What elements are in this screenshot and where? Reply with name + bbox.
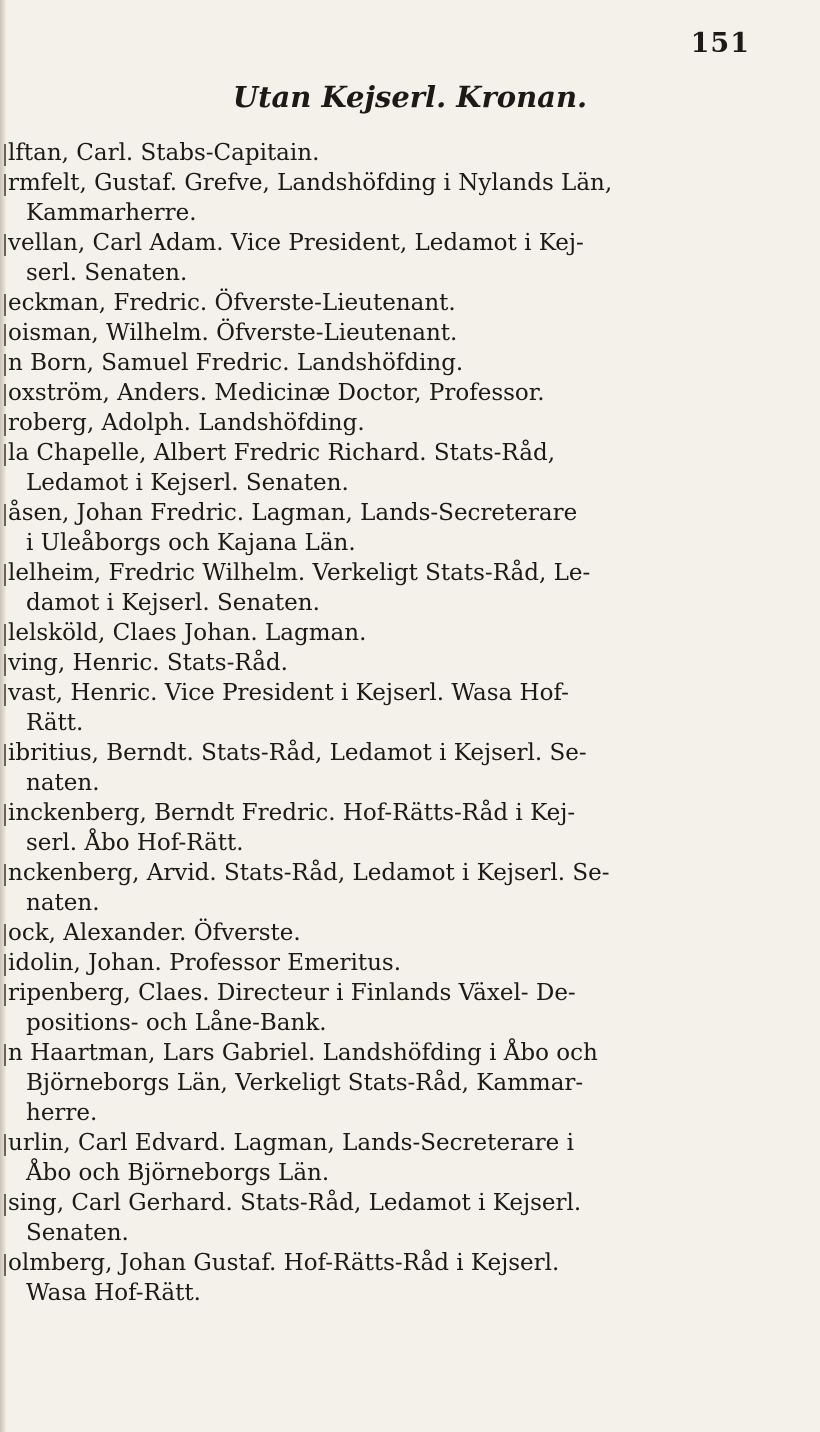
entry-continuation-line: i Uleåborgs och Kajana Län. (26, 530, 356, 556)
entry-line: oisman, Wilhelm. Öfverste-Lieutenant. (8, 320, 458, 346)
entry-line: nckenberg, Arvid. Stats-Råd, Ledamot i Kejserl. Se- (8, 860, 610, 886)
entry-continuation-line: Åbo och Björneborgs Län. (26, 1160, 330, 1186)
entry-marker (4, 1254, 6, 1276)
entry-continuation-line: Senaten. (26, 1220, 129, 1246)
entry-marker (4, 384, 6, 406)
entry-line: lelsköld, Claes Johan. Lagman. (8, 620, 367, 646)
list-item (0, 228, 820, 288)
entry-continuation-line: Ledamot i Kejserl. Senaten. (26, 470, 349, 496)
entry-marker (4, 954, 6, 976)
entry-marker (4, 1044, 6, 1066)
entry-continuation-line: herre. (26, 1100, 98, 1126)
entry-line: eckman, Fredric. Öfverste-Lieutenant. (8, 290, 456, 316)
entry-continuation-line: positions- och Låne-Bank. (26, 1010, 327, 1036)
entry-line: vellan, Carl Adam. Vice President, Ledamot i Kej- (8, 230, 584, 256)
entry-continuation-line: serl. Åbo Hof-Rätt. (26, 830, 244, 856)
entry-marker (4, 924, 6, 946)
entry-continuation-line: damot i Kejserl. Senaten. (26, 590, 320, 616)
list-item (0, 168, 820, 228)
entry-marker (4, 744, 6, 766)
entry-continuation-line: Wasa Hof-Rätt. (26, 1280, 201, 1306)
entry-line: lelheim, Fredric Wilhelm. Verkeligt Stats-Råd, Le- (8, 560, 591, 586)
list-item (0, 138, 820, 168)
list-item (0, 438, 820, 498)
entry-marker (4, 444, 6, 466)
list-item (0, 1038, 820, 1128)
list-item (0, 318, 820, 348)
entry-marker (4, 804, 6, 826)
entry-line: n Haartman, Lars Gabriel. Landshöfding i Åbo och (8, 1040, 598, 1066)
running-header: Utan Kejserl. Kronan. (232, 80, 588, 114)
entry-continuation-line: Rätt. (26, 710, 84, 736)
entry-marker (4, 144, 6, 166)
entry-marker (4, 324, 6, 346)
entry-marker (4, 354, 6, 376)
entry-continuation-line: serl. Senaten. (26, 260, 188, 286)
entry-line: vast, Henric. Vice President i Kejserl. Wasa Hof- (8, 680, 569, 706)
list-item (0, 288, 820, 318)
entry-continuation-line: Björneborgs Län, Verkeligt Stats-Råd, Kammar- (26, 1070, 584, 1096)
list-item (0, 858, 820, 918)
entry-marker (4, 174, 6, 196)
page-number: 151 (690, 28, 750, 59)
list-item (0, 378, 820, 408)
entry-line: idolin, Johan. Professor Emeritus. (8, 950, 402, 976)
list-item (0, 738, 820, 798)
list-item (0, 618, 820, 648)
entry-continuation-line: naten. (26, 890, 100, 916)
entry-marker (4, 414, 6, 436)
list-item (0, 1188, 820, 1248)
entry-marker (4, 654, 6, 676)
entry-line: inckenberg, Berndt Fredric. Hof-Rätts-Råd i Kej- (8, 800, 576, 826)
list-item (0, 948, 820, 978)
entry-marker (4, 864, 6, 886)
entry-line: n Born, Samuel Fredric. Landshöfding. (8, 350, 464, 376)
entry-marker (4, 684, 6, 706)
list-item (0, 1128, 820, 1188)
list-item (0, 558, 820, 618)
entry-marker (4, 564, 6, 586)
entry-continuation-line: Kammarherre. (26, 200, 197, 226)
entry-marker (4, 504, 6, 526)
list-item (0, 498, 820, 558)
list-item (0, 798, 820, 858)
entry-line: rmfelt, Gustaf. Grefve, Landshöfding i Nylands Län, (8, 170, 613, 196)
entry-line: ibritius, Berndt. Stats-Råd, Ledamot i Kejserl. Se- (8, 740, 587, 766)
entry-line: oxström, Anders. Medicinæ Doctor, Professor. (8, 380, 545, 406)
entry-marker (4, 1134, 6, 1156)
entry-line: ving, Henric. Stats-Råd. (8, 650, 288, 676)
list-item (0, 1248, 820, 1308)
entry-line: åsen, Johan Fredric. Lagman, Lands-Secreterare (8, 500, 578, 526)
list-item (0, 348, 820, 378)
entry-line: la Chapelle, Albert Fredric Richard. Stats-Råd, (8, 440, 556, 466)
entry-line: lftan, Carl. Stabs-Capitain. (8, 140, 320, 166)
entry-marker (4, 234, 6, 256)
list-item (0, 648, 820, 678)
entry-marker (4, 624, 6, 646)
entry-marker (4, 1194, 6, 1216)
entry-continuation-line: naten. (26, 770, 100, 796)
entry-line: urlin, Carl Edvard. Lagman, Lands-Secreterare i (8, 1130, 574, 1156)
entry-line: sing, Carl Gerhard. Stats-Råd, Ledamot i Kejserl. (8, 1190, 582, 1216)
entry-line: ock, Alexander. Öfverste. (8, 920, 301, 946)
list-item (0, 678, 820, 738)
entry-marker (4, 984, 6, 1006)
entry-line: olmberg, Johan Gustaf. Hof-Rätts-Råd i Kejserl. (8, 1250, 560, 1276)
list-item (0, 978, 820, 1038)
entry-marker (4, 294, 6, 316)
entry-line: ripenberg, Claes. Directeur i Finlands Växel- De- (8, 980, 576, 1006)
list-item (0, 918, 820, 948)
entry-list (0, 138, 820, 1308)
entry-line: roberg, Adolph. Landshöfding. (8, 410, 365, 436)
list-item (0, 408, 820, 438)
